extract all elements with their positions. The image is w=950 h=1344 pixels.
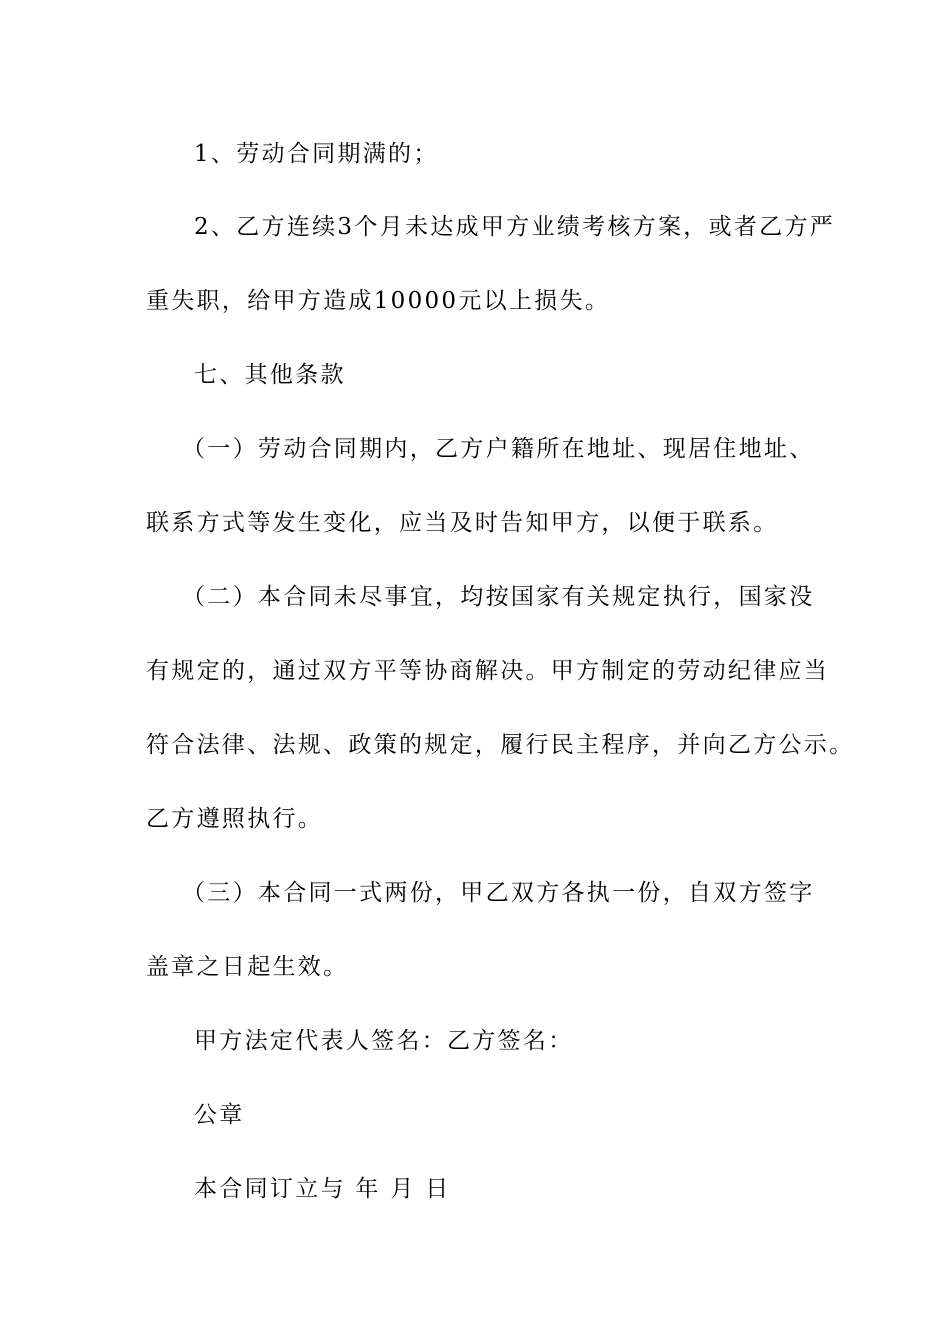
term-2-continued-1: 有规定的，通过双方平等协商解决。甲方制定的劳动纪律应当	[146, 658, 830, 684]
term-1: （一）劳动合同期内，乙方户籍所在地址、现居住地址、	[182, 436, 815, 462]
clause-item-2: 2、乙方连续3个月未达成甲方业绩考核方案，或者乙方严	[194, 214, 836, 240]
contract-date-line: 本合同订立与 年 月 日	[194, 1176, 451, 1202]
term-1-continued: 联系方式等发生变化，应当及时告知甲方，以便于联系。	[146, 510, 779, 536]
clause-item-2-continued: 重失职，给甲方造成10000元以上损失。	[146, 288, 611, 314]
signature-line: 甲方法定代表人签名：乙方签名：	[194, 1028, 574, 1054]
term-3-continued: 盖章之日起生效。	[146, 954, 349, 980]
term-2: （二）本合同未尽事宜，均按国家有关规定执行，国家没	[182, 584, 815, 610]
clause-item-1: 1、劳动合同期满的；	[194, 141, 439, 167]
official-seal-label: 公章	[194, 1102, 245, 1128]
term-2-continued-3: 乙方遵照执行。	[146, 806, 324, 832]
term-3: （三）本合同一式两份，甲乙双方各执一份，自双方签字	[182, 880, 815, 906]
term-2-continued-2: 符合法律、法规、政策的规定，履行民主程序，并向乙方公示。	[146, 732, 855, 758]
section-heading-other-terms: 七、其他条款	[194, 362, 346, 388]
